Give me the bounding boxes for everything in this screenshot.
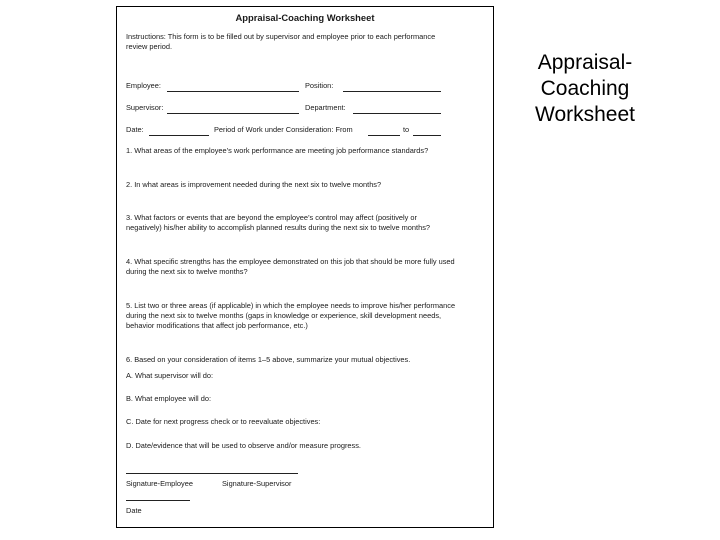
question-4-line-1: 4. What specific strengths has the employee demonstrated on this job that should be more fully used — [126, 257, 455, 266]
employee-label: Employee: — [126, 81, 161, 90]
date-label: Date: — [126, 125, 144, 134]
question-1: 1. What areas of the employee’s work performance are meeting job performance standards? — [126, 146, 429, 155]
question-6c: C. Date for next progress check or to reevaluate objectives: — [126, 417, 321, 426]
question-6a: A. What supervisor will do: — [126, 371, 214, 380]
signature-supervisor-label: Signature-Supervisor — [222, 479, 292, 488]
worksheet-page — [116, 6, 494, 528]
slide-title-line-3: Worksheet — [535, 103, 635, 126]
slide-title — [520, 50, 650, 128]
instructions-line-2: review period. — [126, 42, 173, 51]
period-to-field[interactable] — [413, 135, 441, 136]
department-field[interactable] — [353, 113, 441, 114]
question-3-line-2: negatively) his/her ability to accomplish planned results during the next six to twelve months? — [126, 223, 430, 232]
supervisor-field[interactable] — [167, 113, 299, 114]
slide-title-line-1: Appraisal- — [537, 51, 633, 74]
signature-date-line[interactable] — [126, 500, 190, 501]
slide-title-line-2: Coaching — [540, 77, 630, 100]
question-6: 6. Based on your consideration of items 1–5 above, summarize your mutual objectives. — [126, 355, 411, 364]
position-field[interactable] — [343, 91, 441, 92]
supervisor-label: Supervisor: — [126, 103, 164, 112]
instructions-line-1: Instructions: This form is to be filled out by supervisor and employee prior to each performance — [126, 32, 436, 41]
question-5-line-3: behavior modifications that affect job performance, etc.) — [126, 321, 308, 330]
question-4-line-2: during the next six to twelve months? — [126, 267, 248, 276]
signature-date-label: Date — [126, 506, 142, 515]
question-5-line-2: during the next six to twelve months (gaps in knowledge or experience, skill development needs, — [126, 311, 442, 320]
question-6b: B. What employee will do: — [126, 394, 212, 403]
question-6d: D. Date/evidence that will be used to observe and/or measure progress. — [126, 441, 361, 450]
date-field[interactable] — [149, 135, 209, 136]
position-label: Position: — [305, 81, 334, 90]
period-from-field[interactable] — [368, 135, 400, 136]
signature-line[interactable] — [126, 473, 298, 474]
employee-field[interactable] — [167, 91, 299, 92]
period-to-label: to — [403, 125, 410, 134]
question-3-line-1: 3. What factors or events that are beyond the employee’s control may affect (positively or — [126, 213, 417, 222]
question-2: 2. In what areas is improvement needed during the next six to twelve months? — [126, 180, 382, 189]
department-label: Department: — [305, 103, 346, 112]
period-label: Period of Work under Consideration: From — [214, 125, 353, 134]
signature-employee-label: Signature-Employee — [126, 479, 193, 488]
worksheet-title: Appraisal-Coaching Worksheet — [235, 12, 375, 23]
question-5-line-1: 5. List two or three areas (if applicable) in which the employee needs to improve his/her performance — [126, 301, 456, 310]
